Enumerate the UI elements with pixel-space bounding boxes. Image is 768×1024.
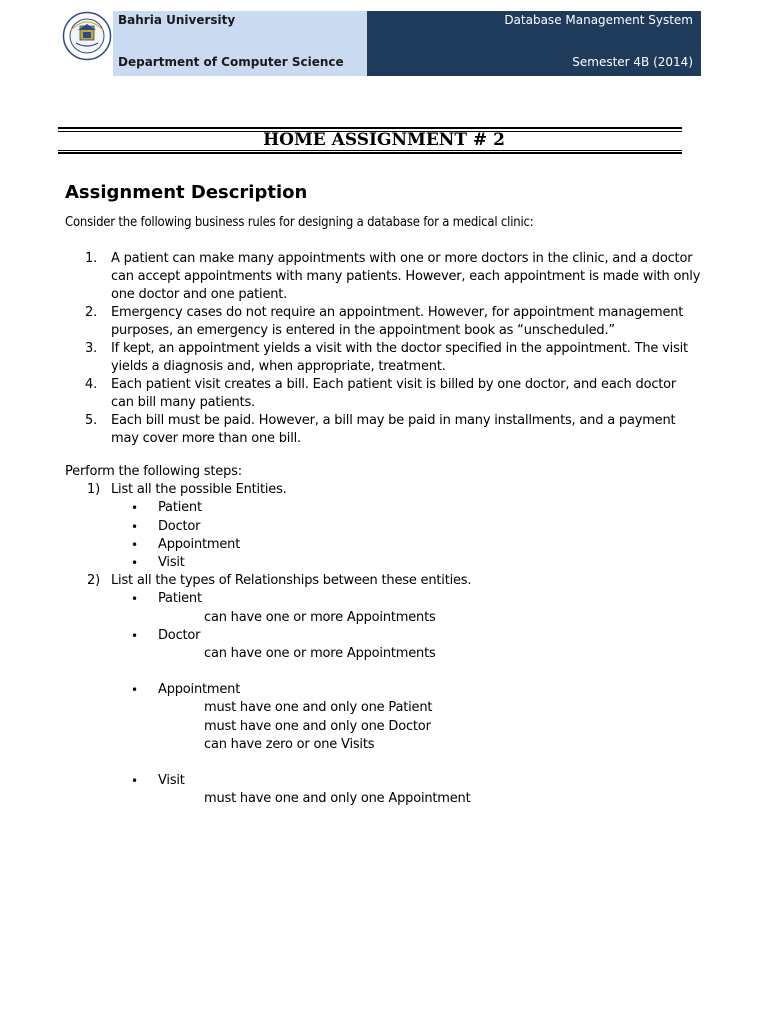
bullet-icon: • (131, 537, 138, 552)
entity-item: Appointment (158, 536, 241, 552)
title-rule-bottom-thick (58, 152, 682, 154)
bullet-icon: • (131, 628, 138, 643)
steps-section (65, 463, 701, 809)
relationship-detail: can have one or more Appointments (204, 609, 436, 625)
relationship-detail: must have one and only one Appointment (204, 791, 471, 807)
bullet-icon: • (131, 555, 138, 570)
relationship-detail: must have one and only one Doctor (204, 718, 431, 734)
relationship-detail: must have one and only one Patient (204, 700, 433, 716)
university-name: Bahria University (118, 13, 236, 27)
step-number: 2) (87, 573, 100, 589)
business-rule-item (65, 412, 701, 448)
business-rule-number: 5. (85, 413, 98, 428)
business-rule-item (65, 304, 701, 340)
business-rule-item (65, 250, 701, 304)
title-rule-bottom-thin (58, 150, 682, 151)
step-text: List all the possible Entities. (111, 482, 287, 498)
section-heading: Assignment Description (65, 182, 308, 203)
entity-item: Patient (158, 500, 202, 516)
department-name: Department of Computer Science (118, 55, 344, 69)
bullet-icon: • (131, 683, 138, 698)
business-rule-number: 4. (85, 377, 98, 392)
business-rule-text: Emergency cases do not require an appointment. However, for appointment management purposes, an emergency is entered in the appointment book as “unscheduled.” (111, 305, 684, 338)
business-rule-number: 3. (85, 341, 98, 356)
bullet-icon: • (131, 592, 138, 607)
relationship-entity: Doctor (158, 627, 201, 643)
relationship-entity: Visit (158, 773, 185, 789)
bullet-icon: • (131, 774, 138, 789)
business-rule-text: A patient can make many appointments with one or more doctors in the clinic, and a doctor can accept appointments with many patients. However, each appointment is made with only one doctor and one patient. (111, 251, 701, 302)
entity-item: Visit (158, 554, 185, 570)
steps-intro: Perform the following steps: (65, 464, 242, 479)
business-rule-item (65, 340, 701, 376)
relationship-detail: can have zero or one Visits (204, 736, 375, 752)
step-number: 1) (87, 482, 100, 498)
business-rule-number: 1. (85, 251, 98, 266)
course-name: Database Management System (504, 13, 693, 27)
page-title: HOME ASSIGNMENT # 2 (263, 130, 505, 150)
relationship-detail: can have one or more Appointments (204, 645, 436, 661)
bullet-icon: • (131, 501, 138, 516)
step-text: List all the types of Relationships between these entities. (111, 573, 472, 589)
entity-item: Doctor (158, 518, 201, 534)
bullet-icon: • (131, 519, 138, 534)
business-rule-text: If kept, an appointment yields a visit with the doctor specified in the appointment. The visit yields a diagnosis and, when appropriate, treatment. (111, 341, 688, 374)
business-rule-item (65, 376, 701, 412)
header-left-panel (113, 11, 367, 76)
relationship-entity: Patient (158, 591, 202, 607)
business-rules-list (65, 250, 701, 448)
header-right-panel (367, 11, 701, 76)
university-logo (62, 11, 112, 61)
business-rule-number: 2. (85, 305, 98, 320)
relationship-entity: Appointment (158, 682, 241, 698)
intro-text: Consider the following business rules for designing a database for a medical clinic: (65, 215, 534, 230)
business-rule-text: Each patient visit creates a bill. Each patient visit is billed by one doctor, and each doctor can bill many patients. (111, 377, 677, 410)
business-rule-text: Each bill must be paid. However, a bill may be paid in many installments, and a payment may cover more than one bill. (111, 413, 676, 446)
semester-label: Semester 4B (2014) (572, 55, 693, 69)
